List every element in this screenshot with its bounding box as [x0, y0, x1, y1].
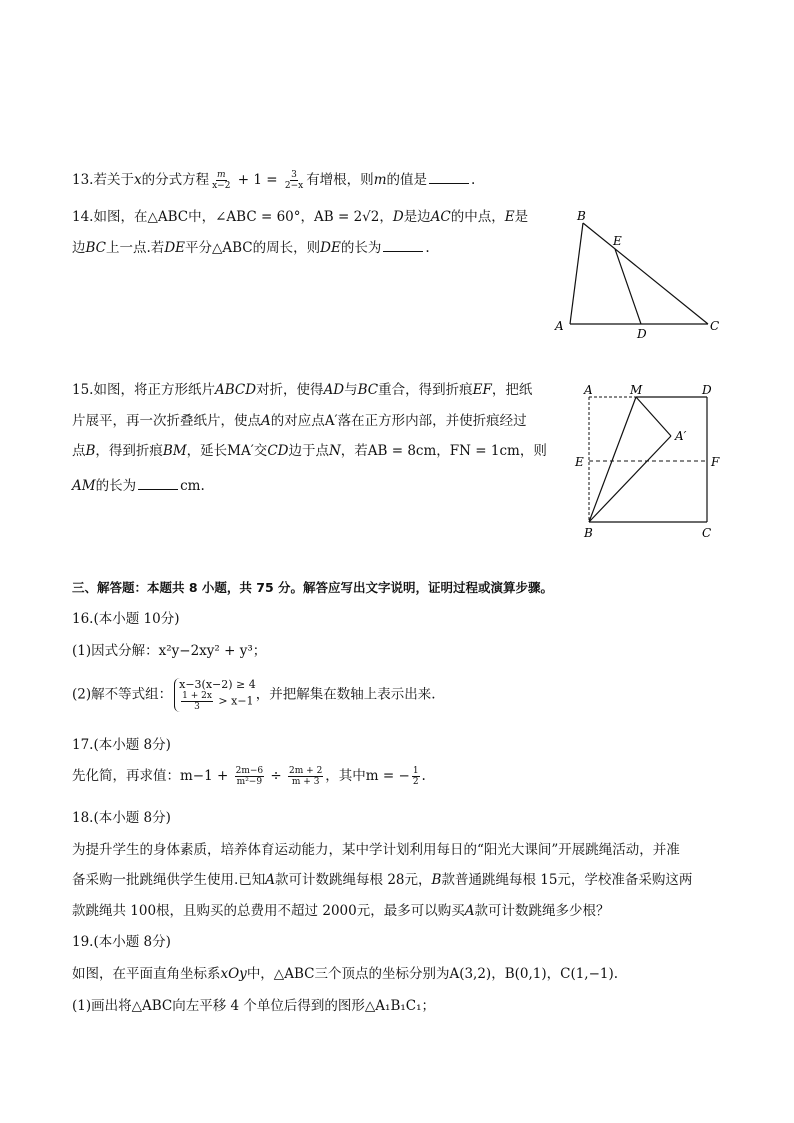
q16-text: (2)解不等式组：: [72, 686, 173, 703]
q17-text: 先化简，再求值：m−1 +: [72, 768, 233, 784]
q18-text: 款可计数跳绳多少根？: [474, 903, 610, 919]
q14-text: △ABC中，∠ABC = 60°，AB = 2√2，: [147, 209, 393, 225]
q13-var-m: m: [373, 172, 387, 188]
label-d: D: [702, 383, 712, 397]
q18-var: A: [464, 903, 475, 919]
q18-line-2: [72, 870, 692, 890]
fraction-numerator: m: [217, 170, 226, 180]
q15-text: 点: [72, 443, 86, 459]
q18-text: 款普通跳绳每根 15元，学校准备采购这两: [441, 872, 693, 888]
inequality-2: [179, 691, 256, 712]
q15-text: ，延长MA′交: [186, 443, 268, 459]
segment-ba2: [589, 436, 671, 522]
segment-bc: [583, 223, 708, 324]
q14-var: D: [392, 209, 404, 225]
q19-header: 19.(本小题 8分): [72, 934, 171, 950]
q14-var: E: [504, 209, 515, 225]
q14-line-1: [72, 207, 528, 227]
q17-fraction-2: [288, 766, 323, 787]
q17-fraction-3: [412, 766, 420, 787]
fraction-denominator: 2: [412, 777, 419, 787]
inequality-1: x−3(x−2) ≥ 4: [179, 678, 256, 691]
q17-header: 17.(本小题 8分): [72, 737, 171, 753]
fraction-numerator: 1 + 2x: [182, 691, 212, 701]
q13-fraction-1: [211, 170, 231, 191]
inequality-2-rest: > x−1: [214, 694, 254, 708]
q15-var: BM: [162, 443, 187, 459]
q15-line-3: [72, 441, 547, 461]
label-a-prime: A′: [675, 429, 687, 443]
q17-text: ÷: [266, 768, 287, 784]
q13-line: [72, 170, 475, 191]
q17-text: ，其中m = −: [325, 768, 410, 784]
q18-line-3: [72, 901, 609, 921]
q14-text: .: [425, 240, 430, 256]
q13-text: .: [471, 172, 476, 188]
q14-text: 边: [72, 240, 86, 256]
label-a: A: [555, 319, 564, 333]
fraction-denominator: m + 3: [291, 777, 320, 787]
fraction-numerator: 2m + 2: [289, 766, 323, 776]
inequality-2-fraction: [181, 691, 213, 712]
q14-text: 平分△ABC的周长，则: [185, 240, 321, 256]
segment-ma2: [636, 397, 671, 436]
q18-var: B: [431, 872, 442, 888]
q13-text: 有增根，则: [306, 172, 374, 188]
q15-text: 对折，使得: [256, 382, 324, 398]
q18-text: 备采购一批跳绳供学生使用.已知: [72, 872, 266, 888]
q19-var: xOy: [220, 966, 247, 982]
q14-triangle-figure: [550, 205, 730, 345]
q15-var: ABCD: [214, 382, 257, 398]
q17-fraction-1: [235, 766, 265, 787]
fraction-denominator: x−2: [212, 181, 231, 191]
segment-ab: [570, 223, 583, 324]
label-a: A: [584, 383, 593, 397]
q15-square-figure: [574, 380, 724, 545]
q15-var: B: [85, 443, 96, 459]
q13-fraction-2: [284, 170, 304, 191]
q15-var: BC: [357, 382, 379, 398]
label-b: B: [577, 209, 586, 223]
q15-text: 的长为: [95, 478, 137, 494]
fraction-numerator: 1: [412, 766, 419, 776]
q14-var: DE: [164, 240, 185, 256]
q15-text: 重合，得到折痕: [378, 382, 473, 398]
fraction-denominator: 3: [194, 702, 200, 712]
q14-line-2: [72, 238, 430, 258]
q16-part-1: [72, 641, 266, 661]
answer-blank: [138, 477, 178, 490]
q15-line-4: [72, 476, 205, 496]
q14-text: 上一点.若: [106, 240, 165, 256]
label-e: E: [575, 455, 584, 469]
fraction-denominator: m²−9: [236, 777, 263, 787]
fraction-numerator: 3: [291, 170, 297, 180]
q18-header: 18.(本小题 8分): [72, 810, 171, 826]
q14-text: 的长为: [340, 240, 382, 256]
q16-header: 16.(本小题 10分): [72, 611, 180, 627]
q15-text: 片展平，再一次折叠纸片，使点: [72, 413, 261, 429]
q15-var: AD: [323, 382, 345, 398]
q13-text: + 1 =: [233, 172, 282, 188]
q15-line-1: [72, 380, 532, 400]
q13-text: 的值是: [386, 172, 427, 188]
q14-text: 是边: [403, 209, 431, 225]
label-b: B: [584, 526, 593, 540]
q13-var-x: x: [133, 172, 142, 188]
q14-var: DE: [320, 240, 341, 256]
q19-line-2: (1)画出将△ABC向左平移 4 个单位后得到的图形△A₁B₁C₁；: [72, 998, 436, 1014]
q16-text: ，并把解集在数轴上表示出来.: [255, 686, 436, 703]
q15-var: N: [328, 443, 341, 459]
q14-var: AC: [430, 209, 451, 225]
q18-var: A: [265, 872, 276, 888]
q19-text: 中，△ABC三个顶点的坐标分别为A(3,2)，B(0,1)，C(1,−1).: [246, 966, 619, 982]
q15-var: A: [261, 413, 271, 429]
q18-text: 款可计数跳绳每根 28元，: [275, 872, 432, 888]
segment-de: [615, 249, 641, 324]
q16-part-2: [72, 678, 436, 712]
label-m: M: [630, 383, 643, 397]
q15-var: EF: [472, 382, 492, 398]
label-f: F: [711, 455, 720, 469]
q15-text: cm.: [180, 478, 205, 494]
q15-line-2: [72, 411, 527, 431]
q14-text: 是: [514, 209, 529, 225]
q14-text: 14.如图，在: [72, 209, 148, 225]
inequality-system: [174, 678, 256, 712]
q15-text: 15.如图，将正方形纸片: [72, 382, 215, 398]
q15-text: 的对应点A′落在正方形内部，并使折痕经过: [270, 413, 527, 429]
label-d: D: [637, 327, 647, 341]
q15-var: AM: [72, 478, 96, 494]
crease-bm: [589, 397, 636, 522]
q18-text: 款跳绳共 100根，且购买的总费用不超过 2000元，最多可以购买: [72, 903, 465, 919]
label-c: C: [710, 319, 720, 333]
q13-text: 13.若关于: [72, 172, 134, 188]
answer-blank: [429, 171, 469, 184]
q15-text: ，若AB = 8cm，FN = 1cm，则: [340, 443, 547, 459]
label-e: E: [613, 234, 622, 248]
q19-text: 如图，在平面直角坐标系: [72, 966, 221, 982]
section-3-title: 三、解答题：本题共 8 小题，共 75 分。解答应写出文字说明，证明过程或演算步骤。: [72, 580, 554, 595]
q15-text: ，得到折痕: [95, 443, 163, 459]
q16-expression: x²y−2xy² + y³；: [158, 643, 267, 659]
q15-text: ，把纸: [491, 382, 533, 398]
q13-text: 的分式方程: [141, 172, 210, 188]
q15-var: CD: [267, 443, 289, 459]
q18-line-1: 为提升学生的身体素质，培养体育运动能力，某中学计划利用每日的“阳光大课间”开展跳绳活动，并准: [72, 842, 680, 858]
q16-text: (1)因式分解：: [72, 643, 159, 659]
q19-line-1: [72, 964, 618, 984]
q15-text: 边于点: [288, 443, 329, 459]
q14-var: BC: [85, 240, 107, 256]
q14-text: 的中点，: [450, 209, 505, 225]
q17-text: .: [421, 768, 426, 784]
fraction-numerator: 2m−6: [235, 766, 264, 776]
q15-text: 与: [344, 382, 358, 398]
label-c: C: [702, 526, 712, 540]
fraction-denominator: 2−x: [284, 181, 304, 191]
q17-expression: [72, 766, 426, 787]
answer-blank: [383, 239, 423, 252]
